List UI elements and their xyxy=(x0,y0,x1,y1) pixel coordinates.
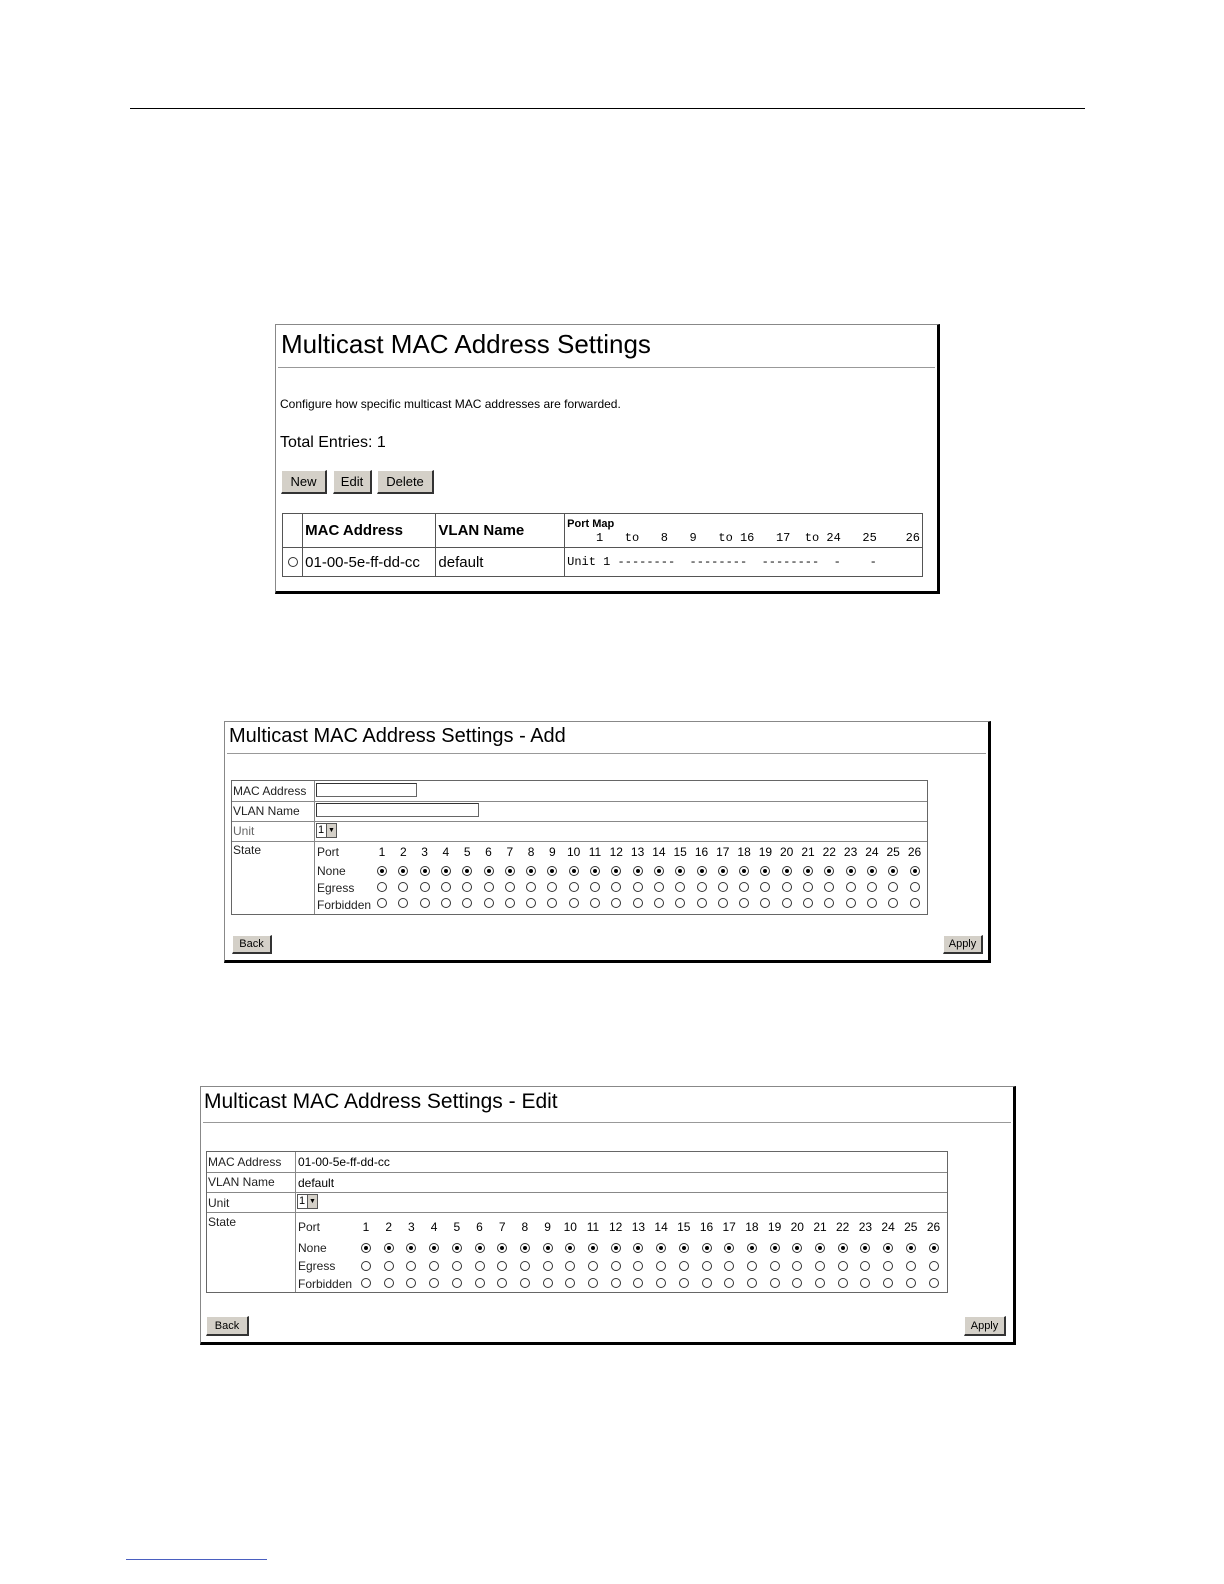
add-port-11-forbidden-radio[interactable] xyxy=(590,898,600,908)
add-port-12-none-radio[interactable] xyxy=(611,866,621,876)
add-state-row xyxy=(232,841,927,914)
edit-title: Multicast MAC Address Settings - Edit xyxy=(204,1090,558,1113)
add-port-2-egress-radio[interactable] xyxy=(398,882,408,892)
edit-port-23-egress-radio[interactable] xyxy=(860,1261,870,1271)
add-port-11-none-radio[interactable] xyxy=(590,866,600,876)
add-port-1-forbidden-radio[interactable] xyxy=(377,898,387,908)
edit-port-20-none-radio[interactable] xyxy=(792,1243,802,1253)
edit-port-16-none-radio[interactable] xyxy=(702,1243,712,1253)
edit-port-7-none-radio[interactable] xyxy=(497,1243,507,1253)
edit-port-16-egress-radio[interactable] xyxy=(702,1261,712,1271)
multicast-table xyxy=(282,513,923,577)
page-header-rule xyxy=(130,108,1085,109)
add-port-5-egress-radio[interactable] xyxy=(462,882,472,892)
edit-port-23-none-radio[interactable] xyxy=(860,1243,870,1253)
edit-port-8-none-radio[interactable] xyxy=(520,1243,530,1253)
edit-port-4-none-radio[interactable] xyxy=(429,1243,439,1253)
row-port-map: Unit 1 -------- -------- -------- - - xyxy=(565,548,923,577)
unit-select[interactable] xyxy=(316,823,337,838)
edit-port-4-egress-radio[interactable] xyxy=(429,1261,439,1271)
row-vlan: default xyxy=(436,548,565,577)
edit-port-17-egress-radio[interactable] xyxy=(724,1261,734,1271)
add-port-6-none-radio[interactable] xyxy=(484,866,494,876)
add-port-21-egress-radio[interactable] xyxy=(803,882,813,892)
edit-port-21-forbidden-radio[interactable] xyxy=(815,1278,825,1288)
add-forbidden-label: Forbidden xyxy=(317,898,372,912)
edit-state-row xyxy=(207,1212,947,1292)
add-port-12-egress-radio[interactable] xyxy=(611,882,621,892)
edit-port-label: Port xyxy=(298,1220,321,1234)
edit-port-19-egress-radio[interactable] xyxy=(770,1261,780,1271)
edit-unit-select[interactable] xyxy=(297,1194,318,1209)
add-port-17-none-radio[interactable] xyxy=(718,866,728,876)
edit-port-number-17: 17 xyxy=(722,1220,736,1234)
edit-port-10-egress-radio[interactable] xyxy=(565,1261,575,1271)
add-port-16-forbidden-radio[interactable] xyxy=(697,898,707,908)
select-header xyxy=(283,514,303,548)
edit-vlan-label: VLAN Name xyxy=(208,1175,275,1189)
add-port-6-egress-radio[interactable] xyxy=(484,882,494,892)
add-port-3-none-radio[interactable] xyxy=(420,866,430,876)
add-unit-row xyxy=(232,821,927,842)
edit-port-26-none-radio[interactable] xyxy=(929,1243,939,1253)
port-map-title: Port Map xyxy=(567,517,615,530)
settings-title: Multicast MAC Address Settings xyxy=(281,329,651,359)
add-port-number-10: 10 xyxy=(567,845,581,859)
add-port-14-egress-radio[interactable] xyxy=(654,882,664,892)
add-port-26-egress-radio[interactable] xyxy=(910,882,920,892)
add-port-24-forbidden-radio[interactable] xyxy=(867,898,877,908)
add-port-number-12: 12 xyxy=(609,845,623,859)
edit-port-number-5: 5 xyxy=(453,1220,461,1234)
add-port-19-egress-radio[interactable] xyxy=(760,882,770,892)
add-port-7-egress-radio[interactable] xyxy=(505,882,515,892)
edit-port-21-none-radio[interactable] xyxy=(815,1243,825,1253)
add-port-10-forbidden-radio[interactable] xyxy=(569,898,579,908)
edit-port-13-forbidden-radio[interactable] xyxy=(633,1278,643,1288)
settings-window xyxy=(275,324,940,594)
edit-button[interactable]: Edit xyxy=(333,470,372,494)
add-port-14-forbidden-radio[interactable] xyxy=(654,898,664,908)
add-port-number-9: 9 xyxy=(549,845,556,859)
add-port-15-forbidden-radio[interactable] xyxy=(675,898,685,908)
edit-port-number-26: 26 xyxy=(926,1220,941,1234)
add-port-12-forbidden-radio[interactable] xyxy=(611,898,621,908)
chevron-down-icon[interactable]: ▼ xyxy=(307,1195,317,1208)
add-port-number-16: 16 xyxy=(694,845,709,859)
add-window xyxy=(224,721,991,963)
edit-port-5-egress-radio[interactable] xyxy=(452,1261,462,1271)
add-port-8-egress-radio[interactable] xyxy=(526,882,536,892)
edit-port-number-25: 25 xyxy=(904,1220,918,1234)
add-port-2-forbidden-radio[interactable] xyxy=(398,898,408,908)
port-range-header: 1 to 8 9 to 16 17 to 24 25 26 xyxy=(567,530,920,545)
edit-port-7-egress-radio[interactable] xyxy=(497,1261,507,1271)
edit-port-22-egress-radio[interactable] xyxy=(838,1261,848,1271)
edit-port-25-forbidden-radio[interactable] xyxy=(906,1278,916,1288)
edit-port-17-none-radio[interactable] xyxy=(724,1243,734,1253)
add-port-15-egress-radio[interactable] xyxy=(675,882,685,892)
edit-port-22-forbidden-radio[interactable] xyxy=(838,1278,848,1288)
edit-port-3-forbidden-radio[interactable] xyxy=(406,1278,416,1288)
edit-port-number-19: 19 xyxy=(767,1220,782,1234)
add-port-number-15: 15 xyxy=(673,845,687,859)
edit-port-21-egress-radio[interactable] xyxy=(815,1261,825,1271)
add-port-9-egress-radio[interactable] xyxy=(547,882,557,892)
add-port-number-26: 26 xyxy=(907,845,922,859)
add-port-10-none-radio[interactable] xyxy=(569,866,579,876)
add-port-13-forbidden-radio[interactable] xyxy=(633,898,643,908)
vlan-name-input[interactable] xyxy=(316,803,479,817)
edit-port-8-egress-radio[interactable] xyxy=(520,1261,530,1271)
add-port-25-forbidden-radio[interactable] xyxy=(888,898,898,908)
add-port-19-forbidden-radio[interactable] xyxy=(760,898,770,908)
edit-port-13-egress-radio[interactable] xyxy=(633,1261,643,1271)
row-select-cell[interactable] xyxy=(283,548,303,577)
add-port-number-14: 14 xyxy=(652,845,666,859)
mac-address-input[interactable] xyxy=(316,783,417,797)
add-port-4-egress-radio[interactable] xyxy=(441,882,451,892)
edit-port-14-forbidden-radio[interactable] xyxy=(656,1278,666,1288)
edit-port-3-egress-radio[interactable] xyxy=(406,1261,416,1271)
add-port-24-none-radio[interactable] xyxy=(867,866,877,876)
edit-port-22-none-radio[interactable] xyxy=(838,1243,848,1253)
edit-port-number-16: 16 xyxy=(699,1220,714,1234)
add-port-1-egress-radio[interactable] xyxy=(377,882,387,892)
edit-port-9-forbidden-radio[interactable] xyxy=(543,1278,553,1288)
add-port-number-4: 4 xyxy=(442,845,450,859)
table-header-row xyxy=(283,514,923,548)
add-port-number-2: 2 xyxy=(399,845,407,859)
edit-port-number-7: 7 xyxy=(498,1220,506,1234)
add-port-23-egress-radio[interactable] xyxy=(846,882,856,892)
edit-port-number-23: 23 xyxy=(858,1220,873,1234)
edit-mac-row xyxy=(207,1152,947,1173)
add-port-25-egress-radio[interactable] xyxy=(888,882,898,892)
add-port-20-forbidden-radio[interactable] xyxy=(782,898,792,908)
add-port-6-forbidden-radio[interactable] xyxy=(484,898,494,908)
add-port-22-none-radio[interactable] xyxy=(824,866,834,876)
add-none-label: None xyxy=(317,864,346,878)
edit-port-number-6: 6 xyxy=(476,1220,483,1234)
edit-port-5-forbidden-radio[interactable] xyxy=(452,1278,462,1288)
edit-port-number-2: 2 xyxy=(385,1220,393,1234)
add-port-2-none-radio[interactable] xyxy=(398,866,408,876)
add-title: Multicast MAC Address Settings - Add xyxy=(229,725,566,747)
add-port-7-none-radio[interactable] xyxy=(505,866,515,876)
edit-port-4-forbidden-radio[interactable] xyxy=(429,1278,439,1288)
add-unit-label: Unit xyxy=(233,824,255,838)
edit-port-15-forbidden-radio[interactable] xyxy=(679,1278,689,1288)
add-port-number-22: 22 xyxy=(822,845,836,859)
edit-port-10-forbidden-radio[interactable] xyxy=(565,1278,575,1288)
add-port-4-none-radio[interactable] xyxy=(441,866,451,876)
delete-button[interactable]: Delete xyxy=(377,470,434,494)
add-form xyxy=(231,780,928,915)
edit-port-18-egress-radio[interactable] xyxy=(747,1261,757,1271)
add-port-18-egress-radio[interactable] xyxy=(739,882,749,892)
add-port-number-17: 17 xyxy=(716,845,730,859)
add-port-20-egress-radio[interactable] xyxy=(782,882,792,892)
edit-port-13-none-radio[interactable] xyxy=(633,1243,643,1253)
edit-apply-button[interactable]: Apply xyxy=(964,1316,1006,1336)
add-port-26-forbidden-radio[interactable] xyxy=(910,898,920,908)
edit-port-1-none-radio[interactable] xyxy=(361,1243,371,1253)
add-mac-label: MAC Address xyxy=(233,784,307,798)
add-apply-button[interactable]: Apply xyxy=(943,935,983,954)
edit-port-20-forbidden-radio[interactable] xyxy=(792,1278,802,1288)
edit-port-10-none-radio[interactable] xyxy=(565,1243,575,1253)
add-port-22-egress-radio[interactable] xyxy=(824,882,834,892)
edit-port-number-15: 15 xyxy=(677,1220,691,1234)
add-port-number-5: 5 xyxy=(463,845,471,859)
add-port-grid xyxy=(232,841,927,914)
edit-port-18-forbidden-radio[interactable] xyxy=(747,1278,757,1288)
edit-port-6-egress-radio[interactable] xyxy=(475,1261,485,1271)
add-port-7-forbidden-radio[interactable] xyxy=(505,898,515,908)
add-port-17-egress-radio[interactable] xyxy=(718,882,728,892)
add-port-15-none-radio[interactable] xyxy=(675,866,685,876)
add-port-number-18: 18 xyxy=(737,845,751,859)
edit-port-number-11: 11 xyxy=(586,1220,600,1234)
add-port-9-forbidden-radio[interactable] xyxy=(547,898,557,908)
add-port-23-none-radio[interactable] xyxy=(846,866,856,876)
edit-port-26-forbidden-radio[interactable] xyxy=(929,1278,939,1288)
edit-vlan-row xyxy=(207,1172,947,1193)
add-port-24-egress-radio[interactable] xyxy=(867,882,877,892)
add-port-1-none-radio[interactable] xyxy=(377,866,387,876)
add-port-number-20: 20 xyxy=(780,845,794,859)
edit-port-number-10: 10 xyxy=(563,1220,577,1234)
add-mac-row xyxy=(232,781,927,802)
add-port-number-23: 23 xyxy=(843,845,858,859)
edit-port-12-egress-radio[interactable] xyxy=(611,1261,621,1271)
add-port-label: Port xyxy=(317,845,340,859)
edit-port-14-none-radio[interactable] xyxy=(656,1243,666,1253)
add-port-8-none-radio[interactable] xyxy=(526,866,536,876)
edit-port-24-egress-radio[interactable] xyxy=(883,1261,893,1271)
add-vlan-row xyxy=(232,801,927,822)
add-port-5-none-radio[interactable] xyxy=(462,866,472,876)
edit-port-26-egress-radio[interactable] xyxy=(929,1261,939,1271)
add-port-22-forbidden-radio[interactable] xyxy=(824,898,834,908)
edit-port-number-9: 9 xyxy=(544,1220,551,1234)
edit-port-16-forbidden-radio[interactable] xyxy=(702,1278,712,1288)
add-vlan-label: VLAN Name xyxy=(233,804,300,818)
add-egress-label: Egress xyxy=(317,881,355,895)
add-port-number-13: 13 xyxy=(630,845,645,859)
edit-port-11-egress-radio[interactable] xyxy=(588,1261,598,1271)
edit-port-1-egress-radio[interactable] xyxy=(361,1261,371,1271)
add-port-4-forbidden-radio[interactable] xyxy=(441,898,451,908)
edit-port-19-forbidden-radio[interactable] xyxy=(770,1278,780,1288)
edit-forbidden-label: Forbidden xyxy=(298,1277,353,1291)
edit-port-1-forbidden-radio[interactable] xyxy=(361,1278,371,1288)
edit-unit-row xyxy=(207,1192,947,1213)
edit-port-2-none-radio[interactable] xyxy=(384,1243,394,1253)
add-port-19-none-radio[interactable] xyxy=(760,866,770,876)
edit-window xyxy=(200,1086,1016,1345)
edit-port-number-21: 21 xyxy=(813,1220,827,1234)
vlan-header: VLAN Name xyxy=(436,514,565,548)
edit-port-2-forbidden-radio[interactable] xyxy=(384,1278,394,1288)
edit-title-divider xyxy=(203,1122,1011,1123)
edit-port-24-forbidden-radio[interactable] xyxy=(883,1278,893,1288)
edit-port-6-none-radio[interactable] xyxy=(475,1243,485,1253)
edit-port-7-forbidden-radio[interactable] xyxy=(497,1278,507,1288)
edit-unit-select-value: 1 xyxy=(299,1195,306,1207)
edit-port-number-22: 22 xyxy=(836,1220,850,1234)
edit-form xyxy=(206,1151,948,1293)
edit-port-number-24: 24 xyxy=(881,1220,895,1234)
edit-port-20-egress-radio[interactable] xyxy=(792,1261,802,1271)
edit-port-number-18: 18 xyxy=(745,1220,759,1234)
edit-port-11-none-radio[interactable] xyxy=(588,1243,598,1253)
edit-port-15-none-radio[interactable] xyxy=(679,1243,689,1253)
edit-port-12-none-radio[interactable] xyxy=(611,1243,621,1253)
add-back-button[interactable]: Back xyxy=(232,935,272,954)
add-port-18-forbidden-radio[interactable] xyxy=(739,898,749,908)
add-port-number-21: 21 xyxy=(801,845,815,859)
edit-port-number-1: 1 xyxy=(362,1220,370,1234)
edit-vlan-value: default xyxy=(298,1176,335,1190)
add-port-16-egress-radio[interactable] xyxy=(697,882,707,892)
edit-port-number-8: 8 xyxy=(521,1220,529,1234)
add-port-13-none-radio[interactable] xyxy=(633,866,643,876)
add-title-divider xyxy=(227,753,986,754)
add-port-number-6: 6 xyxy=(485,845,492,859)
edit-port-5-none-radio[interactable] xyxy=(452,1243,462,1253)
add-port-13-egress-radio[interactable] xyxy=(633,882,643,892)
add-port-25-none-radio[interactable] xyxy=(888,866,898,876)
edit-port-19-none-radio[interactable] xyxy=(770,1243,780,1253)
add-port-16-none-radio[interactable] xyxy=(697,866,707,876)
edit-port-6-forbidden-radio[interactable] xyxy=(475,1278,485,1288)
edit-port-25-egress-radio[interactable] xyxy=(906,1261,916,1271)
edit-mac-value: 01-00-5e-ff-dd-cc xyxy=(298,1155,390,1169)
edit-port-24-none-radio[interactable] xyxy=(883,1243,893,1253)
edit-port-3-none-radio[interactable] xyxy=(406,1243,416,1253)
settings-description: Configure how specific multicast MAC addresses are forwarded. xyxy=(280,397,621,411)
edit-port-12-forbidden-radio[interactable] xyxy=(611,1278,621,1288)
add-port-number-24: 24 xyxy=(865,845,879,859)
add-state-label: State xyxy=(233,843,262,857)
edit-port-number-4: 4 xyxy=(430,1220,438,1234)
edit-egress-label: Egress xyxy=(298,1259,336,1273)
edit-port-8-forbidden-radio[interactable] xyxy=(520,1278,530,1288)
edit-back-button[interactable]: Back xyxy=(206,1316,249,1336)
add-port-3-egress-radio[interactable] xyxy=(420,882,430,892)
edit-port-number-3: 3 xyxy=(408,1220,415,1234)
chevron-down-icon[interactable]: ▼ xyxy=(326,824,336,837)
add-port-number-11: 11 xyxy=(588,845,602,859)
edit-port-9-none-radio[interactable] xyxy=(543,1243,553,1253)
add-port-8-forbidden-radio[interactable] xyxy=(526,898,536,908)
edit-port-number-20: 20 xyxy=(790,1220,804,1234)
edit-unit-label: Unit xyxy=(208,1196,230,1210)
edit-port-number-12: 12 xyxy=(609,1220,623,1234)
add-port-3-forbidden-radio[interactable] xyxy=(420,898,430,908)
add-port-18-none-radio[interactable] xyxy=(739,866,749,876)
edit-mac-label: MAC Address xyxy=(208,1155,282,1169)
edit-port-18-none-radio[interactable] xyxy=(747,1243,757,1253)
edit-port-25-none-radio[interactable] xyxy=(906,1243,916,1253)
edit-port-23-forbidden-radio[interactable] xyxy=(860,1278,870,1288)
add-port-number-25: 25 xyxy=(886,845,900,859)
add-port-9-none-radio[interactable] xyxy=(547,866,557,876)
edit-port-14-egress-radio[interactable] xyxy=(656,1261,666,1271)
unit-select-value: 1 xyxy=(318,824,325,836)
add-port-number-7: 7 xyxy=(506,845,514,859)
add-port-23-forbidden-radio[interactable] xyxy=(846,898,856,908)
total-entries: Total Entries: 1 xyxy=(280,434,386,451)
add-port-number-1: 1 xyxy=(378,845,386,859)
new-button[interactable]: New xyxy=(281,470,327,494)
add-port-number-8: 8 xyxy=(527,845,535,859)
edit-port-11-forbidden-radio[interactable] xyxy=(588,1278,598,1288)
add-port-number-3: 3 xyxy=(421,845,428,859)
edit-state-label: State xyxy=(208,1215,237,1229)
add-port-21-forbidden-radio[interactable] xyxy=(803,898,813,908)
mac-header: MAC Address xyxy=(303,514,436,548)
add-port-11-egress-radio[interactable] xyxy=(590,882,600,892)
edit-port-15-egress-radio[interactable] xyxy=(679,1261,689,1271)
port-map-header xyxy=(565,514,923,548)
page-footer-link-rule xyxy=(126,1559,267,1560)
table-row[interactable] xyxy=(283,548,923,577)
add-port-26-none-radio[interactable] xyxy=(910,866,920,876)
add-port-14-none-radio[interactable] xyxy=(654,866,664,876)
add-port-17-forbidden-radio[interactable] xyxy=(718,898,728,908)
row-mac: 01-00-5e-ff-dd-cc xyxy=(303,548,436,577)
edit-port-9-egress-radio[interactable] xyxy=(543,1261,553,1271)
add-port-21-none-radio[interactable] xyxy=(803,866,813,876)
edit-port-number-14: 14 xyxy=(654,1220,668,1234)
edit-port-2-egress-radio[interactable] xyxy=(384,1261,394,1271)
edit-port-number-13: 13 xyxy=(631,1220,646,1234)
add-port-10-egress-radio[interactable] xyxy=(569,882,579,892)
edit-none-label: None xyxy=(298,1241,327,1255)
title-divider xyxy=(278,367,935,368)
add-port-number-19: 19 xyxy=(758,845,773,859)
add-port-5-forbidden-radio[interactable] xyxy=(462,898,472,908)
row-select-radio[interactable] xyxy=(288,557,298,567)
add-port-20-none-radio[interactable] xyxy=(782,866,792,876)
edit-port-17-forbidden-radio[interactable] xyxy=(724,1278,734,1288)
edit-port-grid xyxy=(207,1212,947,1292)
